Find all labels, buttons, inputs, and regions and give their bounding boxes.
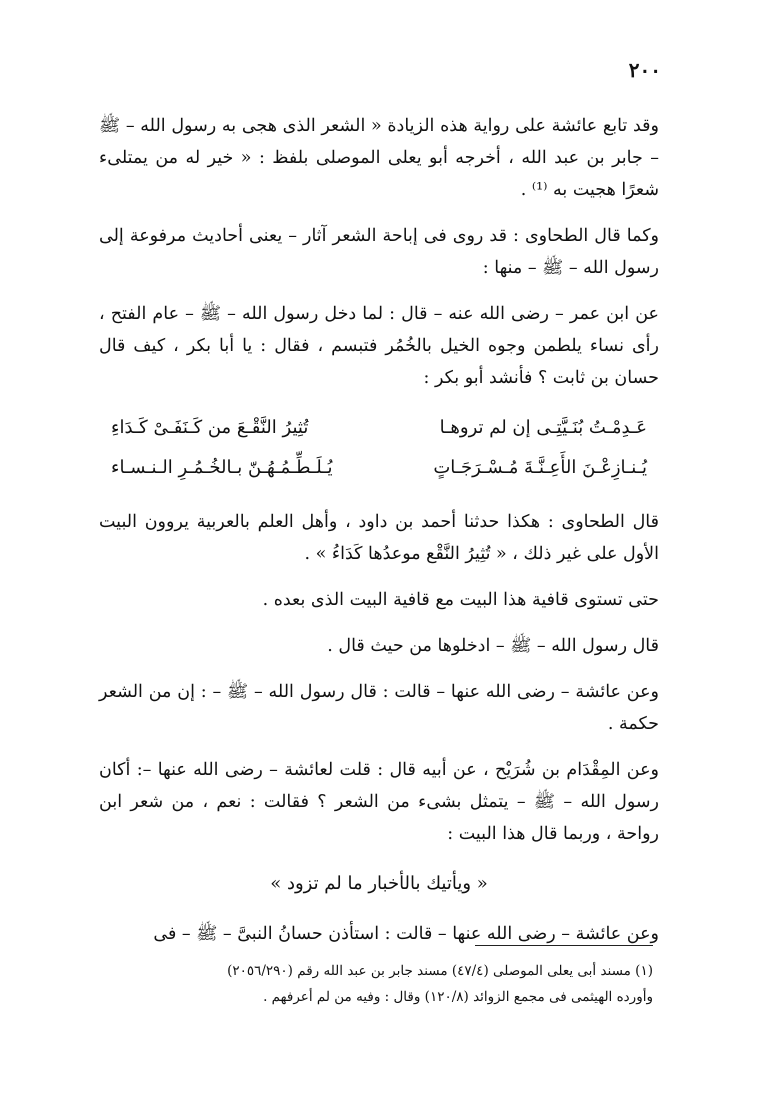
- quoted-verse: « ويأتيك بالأخبار ما لم تزود »: [270, 873, 488, 894]
- paragraph-3: عن ابن عمر – رضى الله عنه – قال : لما دخل رسول الله – ﷺ – عام الفتح ، رأى نساء يلطمن وجوه الخيل بالخُمُر فتبسم ، فقال : يا أبا بكر ، كيف قال حسان بن ثابت ؟ فأنشد أبو بكر :: [99, 304, 659, 388]
- paragraph-5: حتى تستوى قافية هذا البيت مع قافية البيت الذى بعده .: [262, 590, 659, 610]
- paragraph-4: قال الطحاوى : هكذا حدثنا أحمد بن داود ، وأهل العلم بالعربية يروون البيت الأول على غير ذلك ، « تُثِيرُ النَّقْع موعدُها كَدَاءُ » .: [99, 512, 659, 564]
- verse-line-2-second-hemistich: يُـلَـطِّـمُـهُـنّ بـالخُـمُـرِ الـنـسـاء: [111, 457, 333, 478]
- footnote-divider: [475, 945, 653, 946]
- verse-line-1-second-hemistich: تُثِيرُ النَّقْـعَ من كَـنَفَـىْ كَـدَاءِ: [111, 417, 309, 438]
- paragraph-2: وكما قال الطحاوى : قد روى فى إباحة الشعر آثار – يعنى أحاديث مرفوعة إلى رسول الله – ﷺ – منها :: [99, 226, 659, 278]
- footnote-1: (١) مسند أبى يعلى الموصلى (٤٧/٤) مسند جابر بن عبد الله رقم (٢٠٥٦/٢٩٠): [227, 963, 653, 979]
- paragraph-1: وقد تابع عائشة على رواية هذه الزيادة « الشعر الذى هجى به رسول الله – ﷺ – جابر بن عبد الله ، أخرجه أبو يعلى الموصلى بلفظ : « خير له من يمتلىء شعرًا هجيت به ⁽¹⁾ .: [99, 116, 659, 200]
- paragraph-8: وعن المِقْدَام بن شُرَيْح ، عن أبيه قال : قلت لعائشة – رضى الله عنها –: أكان رسول الله – ﷺ – يتمثل بشىء من الشعر ؟ فقالت : نعم ، من شعر ابن رواحة ، وربما قال هذا البيت :: [99, 760, 659, 844]
- verse-line-1: [111, 408, 647, 448]
- verse-line-1-first-hemistich: عَـدِمْـتُ بُنَـيَّتِـى إن لم تروهـا: [439, 417, 647, 438]
- poem-verse: [99, 408, 659, 488]
- main-text: [99, 110, 659, 964]
- footnotes: [113, 958, 653, 1010]
- paragraph-7: وعن عائشة – رضى الله عنها – قالت : قال رسول الله – ﷺ – : إن من الشعر حكمة .: [99, 682, 659, 734]
- paragraph-6: قال رسول الله – ﷺ – ادخلوها من حيث قال .: [327, 636, 659, 656]
- page-number: ٢٠٠: [628, 58, 661, 82]
- paragraph-9: وعن عائشة – رضى الله عنها – قالت : استأذن حسانُ النبىَّ – ﷺ – فى: [153, 924, 659, 944]
- verse-line-2-first-hemistich: يُـنـازِعْـنَ الأَعِـنَّـةَ مُـسْـرَجَـاتٍ: [433, 457, 647, 478]
- verse-line-2: [111, 448, 647, 488]
- footnote-1-continuation: وأورده الهيثمى فى مجمع الزوائد (١٢٠/٨) وقال : وفيه من لم أعرفهم .: [263, 989, 653, 1005]
